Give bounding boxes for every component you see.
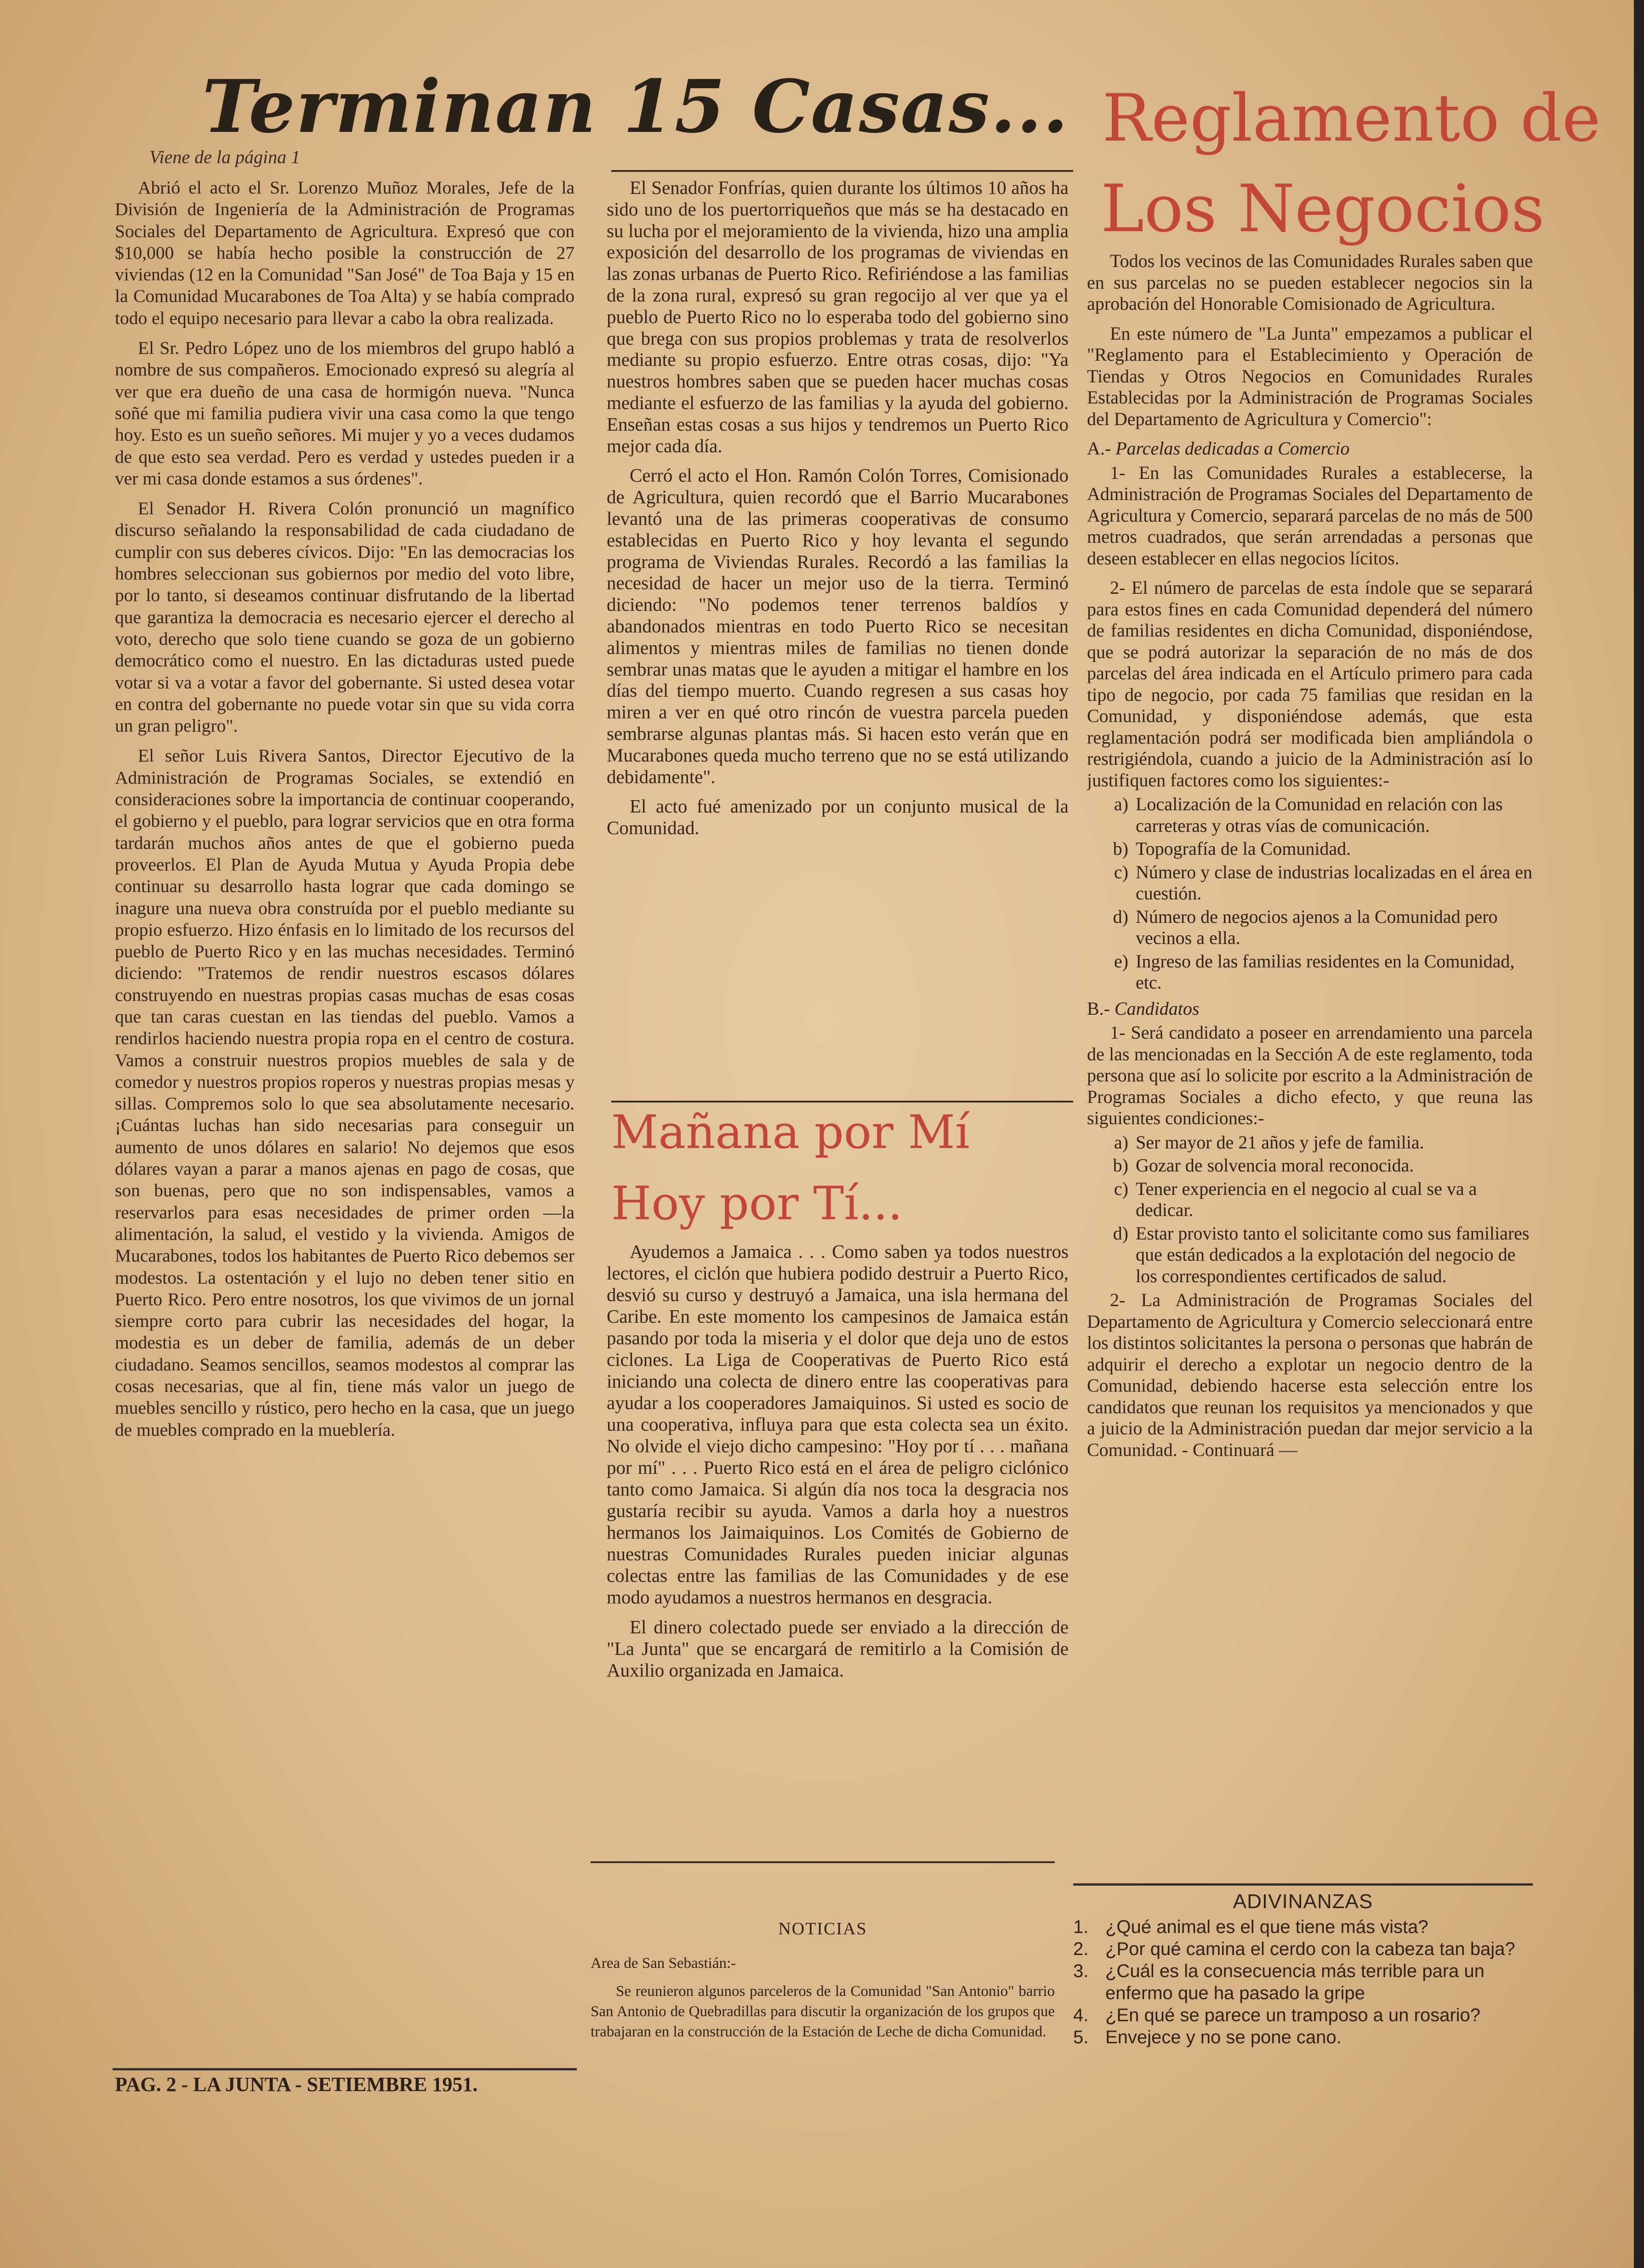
section-a-title: Parcelas dedicadas a Comercio xyxy=(1115,438,1350,459)
riddle-text: ¿Qué animal es el que tiene más vista? xyxy=(1105,1917,1428,1937)
article-manana xyxy=(607,1241,1069,1689)
riddle-number: 5. xyxy=(1073,2027,1089,2047)
riddle-item xyxy=(1073,1916,1533,1938)
paragraph: 1- Será candidato a poseer en arrendamiento una parcela de las mencionadas en la Sección A de este reglamento, toda persona que así lo solicite por escrito a la Administración de Programas Sociales a dicho efecto, y que reuna las siguientes condiciones:- xyxy=(1087,1022,1533,1128)
riddle-item xyxy=(1073,1960,1533,2004)
paragraph: Cerró el acto el Hon. Ramón Colón Torres, Comisionado de Agricultura, quien recordó que el Barrio Mucarabones levantó una de las primeras cooperativas de consumo establecidas en Puerto Rico y hoy levanta el segundo programa de Viviendas Rurales. Recordó a las familias la necesidad de hacer un mejor uso de la tierra. Terminó diciendo: "No podemos tener terrenos baldíos y abandonados mientras en todo Puerto Rico se necesitan alimentos y mientras miles de familias no tienen donde sembrar unas matas que le ayuden a mitigar el hambre en los días del tiempo muerto. Cuando regresen a sus casas hoy miren a ver en qué otro rincón de vuestra parcela pueden sembrarse algunas plantas más. Si hacen esto verán que en Mucarabones queda mucho terreno que no se está utilizando debidamente". xyxy=(607,465,1069,787)
list-letter: b) xyxy=(1113,1155,1128,1176)
section-a-prefix: A.- xyxy=(1087,438,1111,459)
riddle-number: 2. xyxy=(1073,1939,1089,1959)
list-item xyxy=(1087,1155,1533,1177)
list-text: Tener experiencia en el negocio al cual se va a dedicar. xyxy=(1136,1178,1477,1220)
list-letter: c) xyxy=(1114,1178,1128,1199)
list-item xyxy=(1087,906,1533,949)
paragraph: El Senador H. Rivera Colón pronunció un magnífico discurso señalando la responsabilidad de cada ciudadano de cumplir con sus deberes cívicos. Dijo: "En las democracias los hombres seleccionan sus gobiernos por medio del voto libre, por lo tanto, si deseamos continuar disfrutando de la libertad que garantiza la democracia es necesario ejercer el derecho al voto, derecho que solo tiene cuando se goza de un gobierno democrático como el nuestro. En las dictaduras usted puede votar si va a votar a favor del gobernante. Si usted desea votar en contra del gobernante no puede votar sin que su vida corra un gran peligro". xyxy=(115,498,575,736)
riddle-number: 3. xyxy=(1073,1961,1089,1981)
list-text: Número y clase de industrias localizadas en el área en cuestión. xyxy=(1136,861,1532,904)
headline-manana-line1: Mañana por Mí xyxy=(611,1105,970,1159)
list-letter: b) xyxy=(1113,838,1128,859)
list-letter: d) xyxy=(1113,906,1128,927)
list-text: Ingreso de las familias residentes en la Comunidad, etc. xyxy=(1136,950,1515,993)
riddle-text: ¿Cuál es la consecuencia más terrible para un enfermo que ha pasado la gripe xyxy=(1105,1961,1485,2003)
list-text: Localización de la Comunidad en relación con las carreteras y otras vías de comunicación. xyxy=(1136,794,1503,836)
list-item xyxy=(1087,1223,1533,1287)
section-b-heading xyxy=(1087,998,1533,1020)
headline-terminan: Terminan 15 Casas... xyxy=(202,64,1069,149)
headline-reglamento-line1: Reglamento de xyxy=(1102,80,1601,156)
list-text: Estar provisto tanto el solicitante como sus familiares que están dedicados a la explotación del negocio de los correspondientes certificados de salud. xyxy=(1136,1222,1530,1286)
riddle-number: 4. xyxy=(1073,2005,1089,2025)
list-item xyxy=(1087,1132,1533,1154)
list-letter: c) xyxy=(1114,861,1128,882)
section-rule xyxy=(591,1861,1055,1863)
section-rule xyxy=(611,1101,1073,1103)
paragraph: El Senador Fonfrías, quien durante los últimos 10 años ha sido uno de los puertorriqueños que más se ha destacado en su lucha por el mejoramiento de la vivienda, hizo una amplia exposición del desarrollo de los programas de viviendas en las zonas urbanas de Puerto Rico. Refiriéndose a las familias de la zona rural, expresó su gran regocijo al ver que ya el pueblo de Puerto Rico no lo esperaba todo del gobierno sino que brega con sus propios problemas y trata de resolverlos mediante su propio esfuerzo. Entre otras cosas, dijo: "Ya nuestros hombres saben que se pueden hacer muchas cosas mediante el esfuerzo de las familias y la ayuda del gobierno. Enseñan estas cosas a sus hijos y tendremos un Puerto Rico mejor cada día. xyxy=(607,177,1069,456)
article-reglamento xyxy=(1087,250,1533,1469)
noticias-body: Se reunieron algunos parceleros de la Comunidad "San Antonio" barrio San Antonio de Quebradillas para discutir la organización de los grupos que trabajaran en la construcción de la Estación de Leche de dicha Comunidad. xyxy=(591,1983,1055,2040)
list-item xyxy=(1087,1178,1533,1221)
paragraph: Ayudemos a Jamaica . . . Como saben ya todos nuestros lectores, el ciclón que hubiera podido destruir a Puerto Rico, desvió su curso y destruyó a Jamaica, una isla hermana del Caribe. En este momento los campesinos de Jamaica están pasando por toda la miseria y el dolor que deja uno de estos ciclones. La Liga de Cooperativas de Puerto Rico está iniciando una colecta de dinero entre las cooperativas para ayudar a los cooperadores Jamaiquinos. Si usted es socio de una cooperativa, influya para que esta colecta sea un éxito. No olvide el viejo dicho campesino: "Hoy por tí . . . mañana por mí" . . . Puerto Rico está en el área de peligro ciclónico tanto como Jamaica. Si algún día nos toca la desgracia nos gustaría recibir su ayuda. Vamos a darla hoy a nuestros hermanos los Jaimaiquinos. Los Comités de Gobierno de nuestras Comunidades Rurales pueden iniciar algunas colectas entre las familias de las Comunidades y de ese modo ayudamos a nuestros hermanos en desgracia. xyxy=(607,1241,1069,1608)
column-rule xyxy=(611,170,1073,172)
paragraph: 1- En las Comunidades Rurales a establecerse, la Administración de Programas Sociales del Departamento de Agricultura y Comercio, separará parcelas de no más de 500 metros cuadrados, que serán arrendadas a personas que deseen establecer en ellas negocios lícitos. xyxy=(1087,462,1533,568)
list-letter: d) xyxy=(1113,1222,1128,1244)
adivinanzas-title: ADIVINANZAS xyxy=(1233,1890,1373,1913)
riddle-text: Envejece y no se pone cano. xyxy=(1105,2027,1342,2047)
paragraph: El señor Luis Rivera Santos, Director Ejecutivo de la Administración de Programas Sociales, se extendió en consideraciones sobre la importancia de continuar cooperando, el gobierno y el pueblo, para lograr servicios que en otra forma tardarán muchos años antes de que el gobierno pueda proveerlos. El Plan de Ayuda Mutua y Ayuda Propia debe continuar su desarrollo hasta lograr que cada domingo se inagure una nueva obra construída por el pueblo mediante su propio esfuerzo. Hizo énfasis en lo limitado de los recursos del pueblo de Puerto Rico y en las muchas necesidades. Terminó diciendo: "Tratemos de rendir nuestros escasos dólares construyendo en nuestras propias casas muchas de esas cosas que tan caras cuestan en las tiendas del pueblo. Vamos a rendirlos haciendo nuestra propia ropa en el centro de costura. Vamos a construir nuestros propios muebles de sala y de comedor y nuestros propios roperos y nuestras propias mesas y sillas. Compremos solo lo que sea absolutamente necesario. ¡Cuántas luchas han sido necesarias para conseguir un aumento de unos dólares en salario! No dejemos que esos dólares vayan a parar a manos ajenas en pago de cosas, que son buenas, pero que no son indispensables, vamos a reservarlos para esas necesidades de primer orden —la alimentación, la salud, el vestido y la vivienda. Amigos de Mucarabones, todos los habitantes de Puerto Rico debemos ser modestos. La ostentación y el lujo no deben tener sitio en Puerto Rico. Pero entre nosotros, los que vivimos de un jornal siempre corto para cubrir las necesidades del hogar, la modestia es un deber de familia, además de un deber ciudadano. Seamos sencillos, seamos modestos al comprar las cosas necesarias, que al fin, tiene más valor un juego de muebles sencillo y rústico, pero hecho en la casa, que un juego de muebles comprado en la mueblería. xyxy=(115,745,575,1440)
riddle-item xyxy=(1073,1938,1533,1960)
paragraph: 2- El número de parcelas de esta índole que se separará para estos fines en cada Comunidad dependerá del número de familias residentes en dicha Comunidad, disponiéndose, que se podrá autorizar la separación de no más de dos parcelas del área indicada en el Artículo primero para cada tipo de negocio, por cada 75 familias que residan en la Comunidad, y disponiéndose además, que esta reglamentación podrá ser modificada bien ampliándola o restrigiéndola, cuando a juicio de la Administración así lo justifiquen factores como los siguientes:- xyxy=(1087,577,1533,790)
headline-reglamento-line2: Los Negocios xyxy=(1101,171,1545,247)
list-letter: a) xyxy=(1114,794,1128,814)
noticias-title: NOTICIAS xyxy=(778,1919,867,1938)
paragraph: Abrió el acto el Sr. Lorenzo Muñoz Morales, Jefe de la División de Ingeniería de la Administración de Programas Sociales del Departamento de Agricultura. Expresó que con $10,000 se había hecho posible la construcción de 27 viviendas (12 en la Comunidad "San José" de Toa Baja y 15 en la Comunidad Mucarabones de Toa Alta) y se había comprado todo el equipo necesario para llevar a cabo la obra realizada. xyxy=(115,177,575,328)
riddle-item xyxy=(1073,2026,1533,2048)
noticias-box xyxy=(591,1866,1055,2042)
noticias-area: Area de San Sebastián:- xyxy=(591,1955,736,1972)
list-text: Topografía de la Comunidad. xyxy=(1136,838,1351,859)
paragraph: El acto fué amenizado por un conjunto musical de la Comunidad. xyxy=(607,796,1069,839)
scan-edge xyxy=(1634,0,1644,2268)
paragraph: Todos los vecinos de las Comunidades Rurales saben que en sus parcelas no se pueden establecer negocios sin la aprobación del Honorable Comisionado de Agricultura. xyxy=(1087,250,1533,314)
list-item xyxy=(1087,862,1533,904)
list-text: Gozar de solvencia moral reconocida. xyxy=(1136,1155,1414,1176)
page-footer: PAG. 2 - LA JUNTA - SETIEMBRE 1951. xyxy=(115,2073,478,2096)
list-item xyxy=(1087,951,1533,994)
riddle-number: 1. xyxy=(1073,1917,1089,1937)
list-item xyxy=(1087,794,1533,836)
section-a-heading xyxy=(1087,438,1533,460)
footer-rule xyxy=(113,2068,577,2070)
paragraph: 2- La Administración de Programas Sociales del Departamento de Agricultura y Comercio seleccionará entre los distintos solicitantes la persona o personas que habrán de adquirir el derecho a explotar un negocio dentro de la Comunidad, debiendo hacerse esta selección entre los candidatos que reunan los requisitos ya mencionados y que a juicio de la Administración puedan dar mejor servicio a la Comunidad. - Continuará — xyxy=(1087,1290,1533,1460)
adivinanzas-box xyxy=(1073,1887,1533,2048)
riddle-text: ¿En qué se parece un tramposo a un rosario? xyxy=(1105,2005,1481,2025)
riddle-item xyxy=(1073,2004,1533,2026)
continued-from-label: Viene de la página 1 xyxy=(149,147,301,167)
list-letter: a) xyxy=(1114,1131,1128,1153)
list-letter: e) xyxy=(1114,950,1128,972)
section-b-prefix: B.- xyxy=(1087,998,1110,1019)
section-b-title: Candidatos xyxy=(1115,998,1200,1019)
headline-manana-line2: Hoy por Tí... xyxy=(611,1177,903,1230)
riddle-text: ¿Por qué camina el cerdo con la cabeza tan baja? xyxy=(1105,1939,1515,1959)
paragraph: El Sr. Pedro López uno de los miembros del grupo habló a nombre de sus compañeros. Emocionado expresó su alegría al ver que era dueño de una casa de hormigón nueva. "Nunca soñé que mi familia pudiera vivir una casa como la que tengo hoy. Esto es un sueño señores. Mi mujer y yo a veces dudamos de que esto sea verdad. Pero es verdad y ustedes pueden ir a ver mi casa donde estamos a sus órdenes". xyxy=(115,338,575,489)
list-text: Número de negocios ajenos a la Comunidad pero vecinos a ella. xyxy=(1136,906,1498,948)
list-item xyxy=(1087,838,1533,860)
section-rule xyxy=(1073,1883,1533,1886)
article-terminan-col2 xyxy=(607,177,1069,847)
paragraph: El dinero colectado puede ser enviado a la dirección de "La Junta" que se encargará de remitirlo a la Comisión de Auxilio organizada en Jamaica. xyxy=(607,1616,1069,1681)
list-text: Ser mayor de 21 años y jefe de familia. xyxy=(1136,1131,1424,1153)
article-terminan-col1 xyxy=(115,177,575,1449)
paragraph: En este número de "La Junta" empezamos a publicar el "Reglamento para el Establecimiento y Operación de Tiendas y Otros Negocios en Comunidades Rurales Establecidas por la Administración de Programas Sociales del Departamento de Agricultura y Comercio": xyxy=(1087,323,1533,429)
